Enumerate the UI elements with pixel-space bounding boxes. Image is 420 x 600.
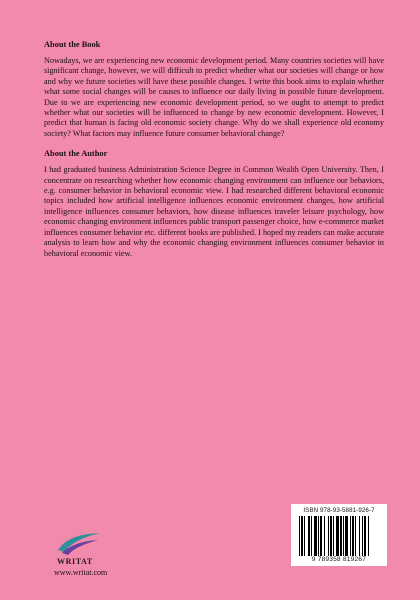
publisher-name: WRITAT <box>57 557 93 566</box>
barcode-bar <box>340 516 342 556</box>
barcode-bar <box>330 516 332 556</box>
barcode-bar <box>320 516 322 556</box>
barcode-bar <box>308 516 310 556</box>
barcode-bar <box>333 516 334 556</box>
isbn-barcode <box>291 504 387 566</box>
barcode-bar <box>301 516 303 556</box>
barcode-bar <box>343 516 344 556</box>
barcode-bar <box>345 516 348 556</box>
publisher-website[interactable]: www.writat.com <box>54 568 108 577</box>
about-book-text: Nowadays, we are experiencing new economic development period. Many countries societies will have significant change, however, we will difficult to predict whether what our societies will change or how and why we future societies will have these possible changes. I write this book aims to explain whether what some social changes will be causes to influence our daily living in possible future development. Due to we are experiencing new economic development period, so we ought to attempt to predict whether what our societies will be influenced to change by new economic development. However, I predict that human is facing old economic society change. Why do we shall experience old economy society? What factors may influence future consumer behavioral change? <box>44 56 384 138</box>
barcode-bar <box>311 516 312 556</box>
about-book-heading: About the Book <box>44 40 101 49</box>
isbn-label: ISBN 978-93-5881-926-7 <box>303 507 375 514</box>
barcode-bar <box>304 516 305 556</box>
writat-swoosh-logo-icon <box>54 528 104 558</box>
barcode-bar <box>318 516 319 556</box>
barcode-bar <box>336 516 339 556</box>
back-cover-text <box>44 40 384 269</box>
barcode-bar <box>368 516 369 556</box>
barcode-bar <box>314 516 317 556</box>
barcode-bar <box>350 516 351 556</box>
barcode-number: 9 789358 819267 <box>311 556 367 563</box>
barcode-bar <box>364 516 366 556</box>
barcode-bar <box>328 516 329 556</box>
about-author-heading: About the Author <box>44 149 108 159</box>
barcode-bar <box>352 516 354 556</box>
barcode-bar <box>362 516 363 556</box>
about-author-text: I had graduated business Administration Science Degree in Common Wealth Open University. Then, I concentrate on researching whether how economic changing environment can influence our behaviors, e.g. consumer behavior in behavioral economic view. I had researched different behavioral economic topics included how artificial intelligence influences economic environment changes, how artificial intelligence influences consumer behaviors, how disease influences traveler leisure psychology, how economic changing environment influences public transport passenger choice, how e-commerce market influences consumer behavior etc. different books are published. I hoped my readers can make accurate analysis to learn how and why the economic changing environment influences consumer behavior in behavioral economic view. <box>44 165 384 258</box>
barcode-bar <box>324 516 325 556</box>
barcode-bar <box>299 516 300 556</box>
barcode-bar <box>355 516 356 556</box>
barcode-bars <box>297 516 381 556</box>
barcode-bar <box>359 516 360 556</box>
